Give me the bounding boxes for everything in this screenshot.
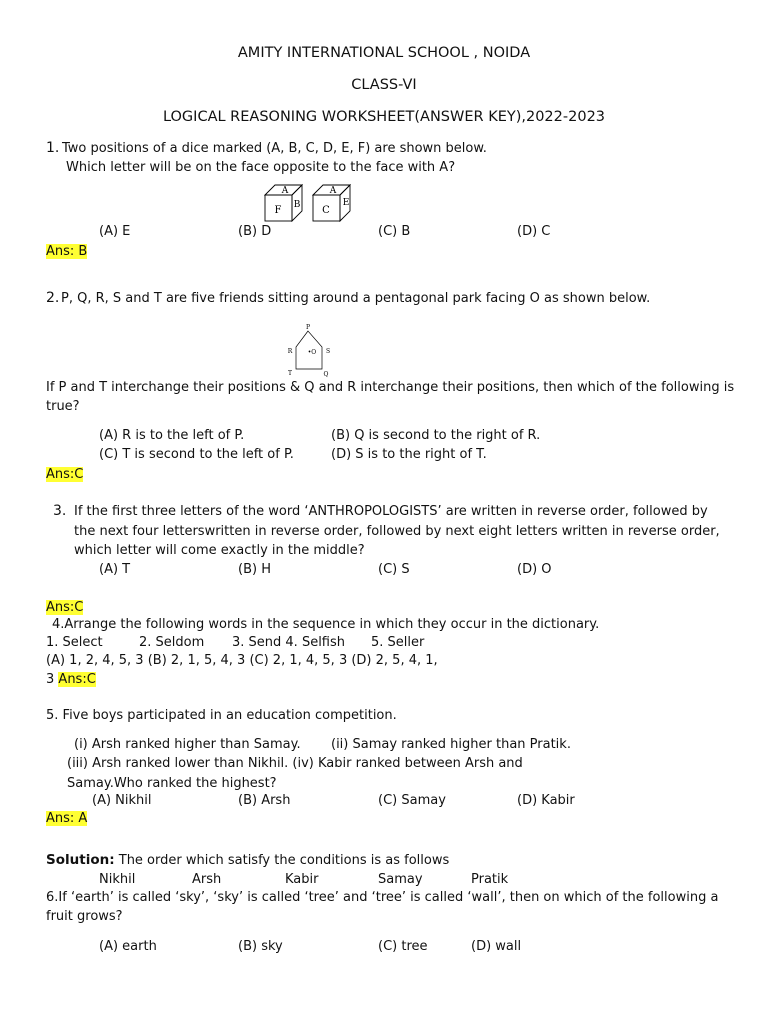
q5-answer: Ans: A <box>46 811 88 826</box>
q2-number: 2. <box>46 290 60 306</box>
solution-line <box>46 852 449 868</box>
school-name: AMITY INTERNATIONAL SCHOOL , NOIDA <box>237 45 531 61</box>
q2-answer: Ans:C <box>46 467 84 482</box>
dice2-front-label: C <box>322 205 330 216</box>
q6-option-a: (A) earth <box>99 939 157 954</box>
dice-1 <box>265 185 302 221</box>
order-item: Arsh <box>192 872 222 887</box>
q2-text-line2: If P and T interchange their positions & Q and R interchange their positions, then which of the following is <box>46 380 735 395</box>
dice1-side-label: B <box>293 200 301 210</box>
q3-answer: Ans:C <box>46 600 84 615</box>
q1-answer: Ans: B <box>46 244 88 259</box>
dice2-top-label: A <box>329 186 337 196</box>
q1-dice-figure <box>262 183 362 225</box>
q3-option-d: (D) O <box>517 562 552 577</box>
order-item: Samay <box>378 872 423 887</box>
q4-options-line: (A) 1, 2, 4, 5, 3 (B) 2, 1, 5, 4, 3 (C) 2, 1, 4, 5, 3 (D) 2, 5, 4, 1, <box>46 653 438 668</box>
dice1-front-label: F <box>274 205 282 216</box>
q2-text-line3: true? <box>46 399 80 414</box>
q3-option-a: (A) T <box>99 562 131 577</box>
order-item: Kabir <box>285 872 319 887</box>
q6-text-line1: 6.If ‘earth’ is called ‘sky’, ‘sky’ is called ‘tree’ and ‘tree’ is called ‘wall’, then on which of the following a <box>46 890 719 905</box>
q3-number: 3. <box>53 503 67 519</box>
q4-word-2: 2. Seldom <box>139 635 205 650</box>
q4-answer: Ans:C <box>58 672 96 687</box>
q6-text-line2: fruit grows? <box>46 909 123 924</box>
q4-text-line1: 4.Arrange the following words in the sequence in which they occur in the dictionary. <box>52 617 600 632</box>
q3-option-c: (C) S <box>378 562 410 577</box>
q3-text-line3: which letter will come exactly in the middle? <box>74 543 365 558</box>
pentagon-label-r: R <box>287 348 293 355</box>
q4-word-5: 5. Seller <box>371 635 425 650</box>
q5-option-c: (C) Samay <box>378 793 446 808</box>
class-label: CLASS-VI <box>351 77 417 93</box>
q1-option-a: (A) E <box>99 224 131 239</box>
q2-option-a: (A) R is to the left of P. <box>99 428 245 443</box>
pentagon-label-o: •O <box>307 349 317 356</box>
q1-number: 1. <box>46 140 60 156</box>
q4-word-1: 1. Select <box>46 635 103 650</box>
q6-option-b: (B) sky <box>238 939 283 954</box>
q5-option-d: (D) Kabir <box>517 793 575 808</box>
pentagon-label-p: P <box>305 324 311 331</box>
dice1-top-label: A <box>281 186 289 196</box>
q3-text-line1: If the first three letters of the word ‘ANTHROPOLOGISTS’ are written in reverse order, followed by <box>74 504 708 519</box>
q1-option-c: (C) B <box>378 224 411 239</box>
q2-text-line1: P, Q, R, S and T are five friends sitting around a pentagonal park facing O as shown below. <box>61 291 651 306</box>
q4-option-d-tail: 3 <box>46 672 55 687</box>
q5-condition-1: (i) Arsh ranked higher than Samay. <box>74 737 301 752</box>
q2-option-c: (C) T is second to the left of P. <box>99 447 294 462</box>
worksheet-title: LOGICAL REASONING WORKSHEET(ANSWER KEY),2022-2023 <box>162 109 606 125</box>
q4-word-3-4: 3. Send 4. Selfish <box>232 635 346 650</box>
q2-option-d: (D) S is to the right of T. <box>331 447 487 462</box>
q1-option-d: (D) C <box>517 224 551 239</box>
q2-option-b: (B) Q is second to the right of R. <box>331 428 541 443</box>
q3-text-line2: the next four letterswritten in reverse order, followed by next eight letters written in reverse order, <box>74 524 720 539</box>
dice-2 <box>313 185 350 221</box>
q4-answer-line <box>46 672 96 687</box>
q1-text-line2: Which letter will be on the face opposite to the face with A? <box>66 160 456 175</box>
order-item: Nikhil <box>99 872 136 887</box>
q1-option-b: (B) D <box>238 224 272 239</box>
q5-text-line1: 5. Five boys participated in an education competition. <box>46 708 397 723</box>
q5-condition-3-4: (iii) Arsh ranked lower than Nikhil. (iv) Kabir ranked between Arsh and <box>67 756 523 771</box>
q5-question: Samay.Who ranked the highest? <box>67 776 277 791</box>
q6-option-d: (D) wall <box>471 939 522 954</box>
pentagon-label-t: T <box>287 370 293 377</box>
q5-option-a: (A) Nikhil <box>92 793 152 808</box>
order-item: Pratik <box>471 872 509 887</box>
q5-option-b: (B) Arsh <box>238 793 291 808</box>
q2-pentagon-figure <box>284 322 336 378</box>
pentagon-label-q: Q <box>323 371 329 378</box>
q6-option-c: (C) tree <box>378 939 428 954</box>
q3-option-b: (B) H <box>238 562 271 577</box>
solution-label: Solution: <box>46 852 115 868</box>
solution-text: The order which satisfy the conditions is as follows <box>118 853 450 868</box>
q5-condition-2: (ii) Samay ranked higher than Pratik. <box>331 737 571 752</box>
pentagon-label-s: S <box>325 348 331 355</box>
dice2-side-label: E <box>342 198 350 208</box>
q1-text-line1: Two positions of a dice marked (A, B, C, D, E, F) are shown below. <box>62 141 487 156</box>
